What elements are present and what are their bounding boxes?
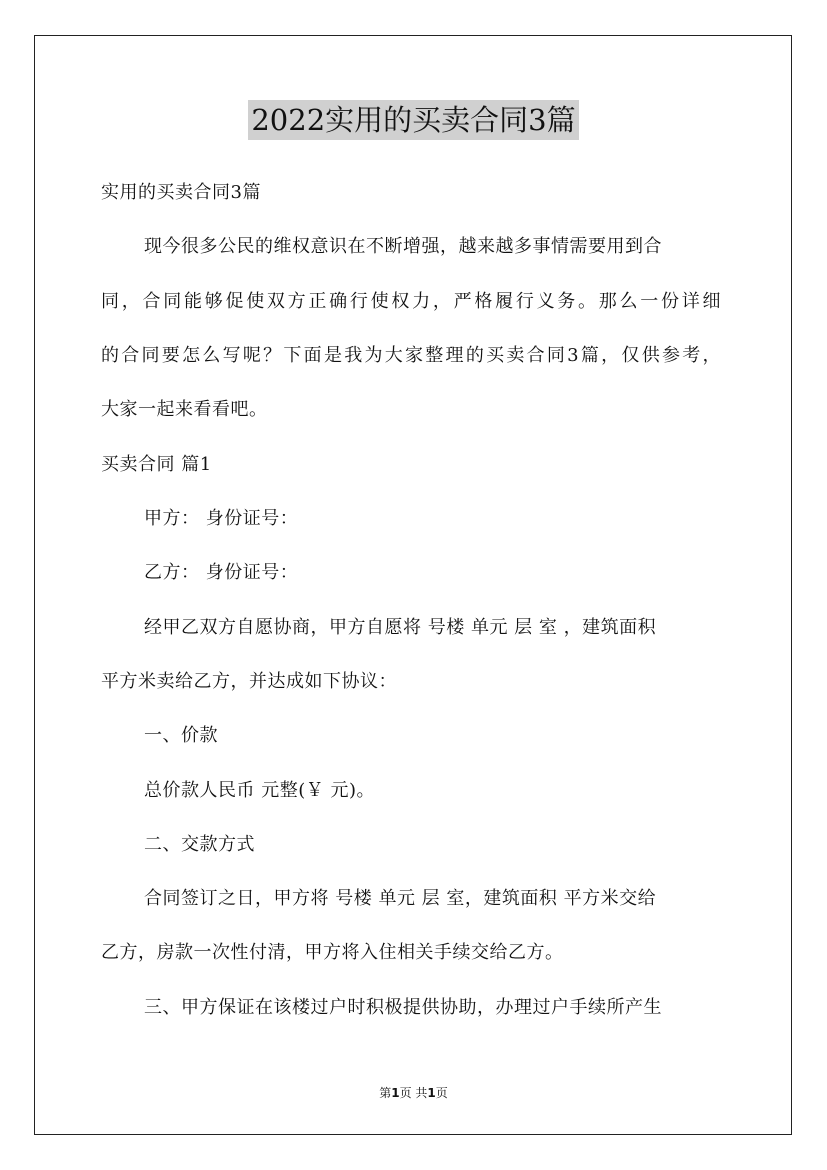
footer-page-suffix: 页 <box>435 1086 448 1100</box>
paragraph-line: 总价款人民币 元整(￥ 元)。 <box>144 780 375 801</box>
party-b-line: 乙方： 身份证号： <box>144 562 299 583</box>
paragraph-line: 平方米卖给乙方，并达成如下协议： <box>101 671 397 692</box>
title-container <box>0 100 827 140</box>
paragraph-line: 大家一起来看看吧。 <box>101 399 268 420</box>
paragraph-line: 乙方，房款一次性付清，甲方将入住相关手续交给乙方。 <box>101 942 564 963</box>
clause-heading: 一、价款 <box>144 725 218 746</box>
paragraph-line: 经甲乙双方自愿协商，甲方自愿将 号楼 单元 层 室 ，建筑面积 <box>144 617 657 638</box>
paragraph-line: 同，合同能够促使双方正确行使权力，严格履行义务。那么一份详细 <box>101 291 721 312</box>
document-subtitle: 实用的买卖合同3篇 <box>101 182 261 203</box>
footer-page-mid: 页 共 <box>399 1086 428 1100</box>
clause-heading: 二、交款方式 <box>144 834 255 855</box>
section-heading: 买卖合同 篇1 <box>101 454 212 475</box>
paragraph-line: 现今很多公民的维权意识在不断增强，越来越多事情需要用到合 <box>144 236 662 257</box>
paragraph-line: 的合同要怎么写呢？下面是我为大家整理的买卖合同3篇，仅供参考， <box>101 345 721 366</box>
footer-page-prefix: 第 <box>379 1086 392 1100</box>
document-title: 2022实用的买卖合同3篇 <box>248 100 578 140</box>
footer-page-total: 1 <box>427 1086 436 1100</box>
paragraph-line: 合同签订之日，甲方将 号楼 单元 层 室，建筑面积 平方米交给 <box>144 888 657 909</box>
page-footer <box>0 1084 827 1101</box>
paragraph-line: 三、甲方保证在该楼过户时积极提供协助，办理过户手续所产生 <box>144 997 662 1018</box>
footer-page-number: 1 <box>391 1086 400 1100</box>
party-a-line: 甲方： 身份证号： <box>144 508 299 529</box>
